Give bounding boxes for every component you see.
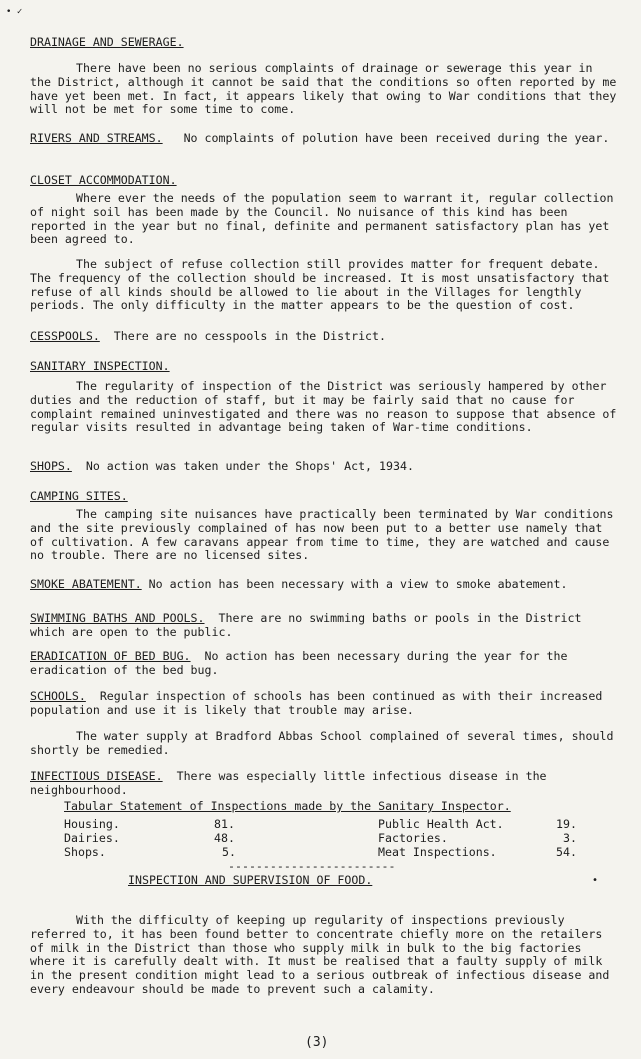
table-row-left-label: Housing.: [64, 817, 120, 831]
table-row-right-value: 3.: [563, 831, 577, 845]
table-row-left-label: Shops.: [64, 845, 106, 859]
rivers-heading: RIVERS AND STREAMS.: [30, 131, 163, 145]
table-row-left-value: 48.: [214, 831, 235, 845]
swimming-paragraph: SWIMMING BATHS AND POOLS. There are no swimming baths or pools in the District which are open to the public.: [30, 611, 582, 639]
food-paragraph: With the difficulty of keeping up regularity of inspections previously referred to, it has been found better to concentrate chiefly more on the retailers of milk in the District than those who supply milk in bulk to the big factories where it is carefully dealt with. It must be realised that a faulty supply of milk in the present condition might lead to a serious outbreak of infectious disease and every endeavour should be made to prevent such a calamity.: [30, 913, 610, 996]
shops-heading: SHOPS.: [30, 459, 72, 473]
camping-paragraph: The camping site nuisances have practically been terminated by War conditions and the site previously complained of has now been put to a better use namely that of cultivation. A few caravans appear from time to time, they are watched and cause no trouble. There are no licensed sites.: [30, 507, 614, 563]
cesspools-heading: CESSPOOLS.: [30, 329, 100, 343]
closet-paragraph-1: Where ever the needs of the population seem to warrant it, regular collection of night soil has been made by the Council. No nuisance of this kind has been reported in the year but no final, definite and permanent satisfactory plan has yet been agreed to.: [30, 191, 614, 247]
smoke-paragraph: SMOKE ABATEMENT. No action has been necessary with a view to smoke abatement.: [30, 577, 568, 591]
closet-paragraph-2: The subject of refuse collection still provides matter for frequent debate. The frequency of the collection should be increased. It is most unsatisfactory that refuse of all kinds should be allowed to lie about in the Villages for lengthly periods. The only difficulty in the matter appears to be the question of cost.: [30, 257, 610, 313]
bedbug-heading: ERADICATION OF BED BUG.: [30, 649, 191, 663]
table-row-left-value: 5.: [222, 845, 236, 859]
table-title: Tabular Statement of Inspections made by the Sanitary Inspector.: [64, 799, 511, 813]
table-row-left-value: 81.: [214, 817, 235, 831]
swimming-heading: SWIMMING BATHS AND POOLS.: [30, 611, 205, 625]
schools-paragraph-2: The water supply at Bradford Abbas School complained of several times, should shortly be remedied.: [30, 729, 614, 757]
schools-heading: SCHOOLS.: [30, 689, 86, 703]
bullet-mark: •: [592, 875, 599, 886]
table-row-right-value: 19.: [556, 817, 577, 831]
rivers-paragraph: RIVERS AND STREAMS. No complaints of polution have been received during the year.: [30, 131, 610, 145]
bedbug-paragraph: ERADICATION OF BED BUG. No action has been necessary during the year for the eradication of the bed bug.: [30, 649, 568, 677]
closet-heading: CLOSET ACCOMMODATION.: [30, 173, 177, 187]
table-row-left-label: Dairies.: [64, 831, 120, 845]
infectious-paragraph: INFECTIOUS DISEASE. There was especially little infectious disease in the neighbourhood.: [30, 769, 547, 797]
table-row-right-label: Public Health Act.: [378, 817, 504, 831]
schools-paragraph: SCHOOLS. Regular inspection of schools has been continued as with their increased population and use it is likely that trouble may arise.: [30, 689, 603, 717]
shops-paragraph: SHOPS. No action was taken under the Shops' Act, 1934.: [30, 459, 414, 473]
sanitary-paragraph: The regularity of inspection of the District was seriously hampered by other duties and the reduction of staff, but it may be fairly said that no cause for complaint remained uninvestigated and there was no reason to suppose that absence of regular visits resulted in advantage being taken of War-time conditions.: [30, 379, 617, 435]
corner-marks: • ✓: [6, 7, 23, 17]
food-heading: INSPECTION AND SUPERVISION OF FOOD.: [128, 873, 373, 887]
separator-dashes: ------------------------: [228, 859, 396, 873]
camping-heading: CAMPING SITES.: [30, 489, 128, 503]
page-number: (3): [305, 1035, 329, 1050]
table-row-right-label: Factories.: [378, 831, 448, 845]
table-row-right-value: 54.: [556, 845, 577, 859]
table-row-right-label: Meat Inspections.: [378, 845, 497, 859]
smoke-heading: SMOKE ABATEMENT.: [30, 577, 142, 591]
sanitary-heading: SANITARY INSPECTION.: [30, 359, 170, 373]
drainage-heading: DRAINAGE AND SEWERAGE.: [30, 35, 184, 49]
cesspools-paragraph: CESSPOOLS. There are no cesspools in the District.: [30, 329, 387, 343]
infectious-heading: INFECTIOUS DISEASE.: [30, 769, 163, 783]
drainage-paragraph: There have been no serious complaints of drainage or sewerage this year in the District, although it cannot be said that the conditions so often reported by me have yet been met. In fact, it appears likely that owing to War conditions that they will not be met for some time to come.: [30, 61, 617, 117]
